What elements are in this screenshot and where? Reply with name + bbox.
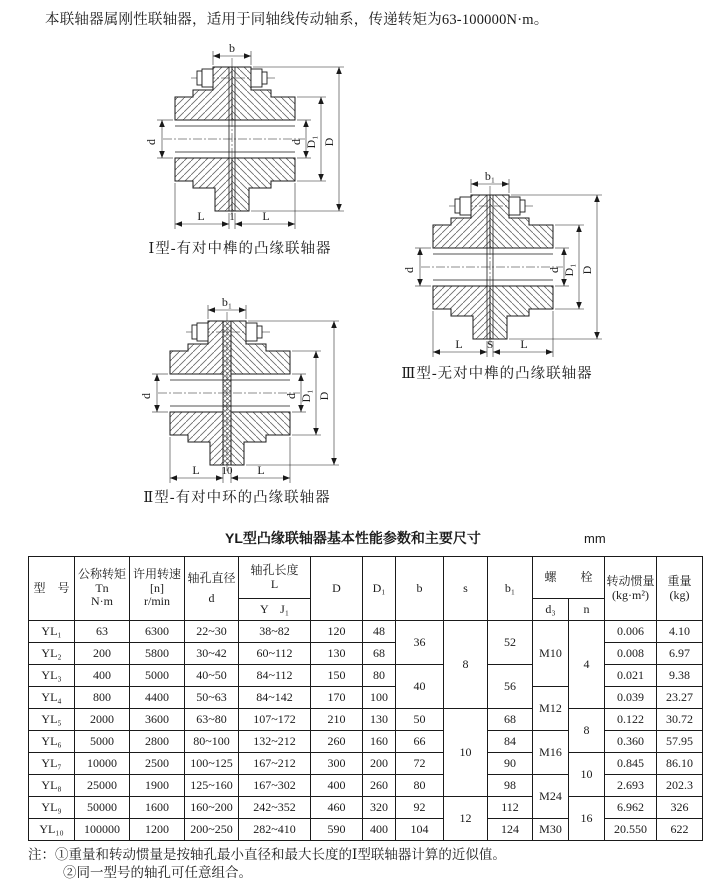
cell-torque: 800 xyxy=(75,687,130,709)
cell-torque: 10000 xyxy=(75,753,130,775)
cell-speed: 5000 xyxy=(130,665,185,687)
cell-D: 400 xyxy=(311,775,363,797)
header-b: b xyxy=(396,557,444,621)
cell-bore-l: 282~410 xyxy=(239,819,311,841)
table-row xyxy=(29,709,703,731)
cell-bore-d: 22~30 xyxy=(185,621,239,643)
dim-label-d-right: d xyxy=(547,267,561,273)
cell-bore-l: 38~82 xyxy=(239,621,311,643)
parameters-table xyxy=(28,556,703,841)
cell-weight: 23.27 xyxy=(657,687,703,709)
cell-speed: 1900 xyxy=(130,775,185,797)
cell-weight: 202.3 xyxy=(657,775,703,797)
header-bore-length-sub: Y J₁ xyxy=(239,599,311,621)
table-row xyxy=(29,621,703,643)
cell-b1: 98 xyxy=(488,775,533,797)
cell-D: 260 xyxy=(311,731,363,753)
cell-bore-d: 100~125 xyxy=(185,753,239,775)
cell-model: YL₉ xyxy=(29,797,75,819)
cell-model: YL₈ xyxy=(29,775,75,797)
cell-inertia: 0.845 xyxy=(605,753,657,775)
cell-bolt-n: 10 xyxy=(569,753,605,797)
cell-speed: 6300 xyxy=(130,621,185,643)
cell-weight: 30.72 xyxy=(657,709,703,731)
cell-D1: 400 xyxy=(363,819,396,841)
cell-bolt-n: 16 xyxy=(569,797,605,841)
cell-D1: 130 xyxy=(363,709,396,731)
header-bore-length: 轴孔长度 L xyxy=(239,557,311,599)
diagram-caption-type-3: Ⅲ型-无对中榫的凸缘联轴器 xyxy=(401,366,593,382)
header-torque: 公称转矩 Tn N·m xyxy=(75,557,130,621)
dim-label-l-left: L xyxy=(192,463,200,477)
table-unit-label: mm xyxy=(584,531,606,546)
cell-bore-d: 40~50 xyxy=(185,665,239,687)
cell-torque: 400 xyxy=(75,665,130,687)
cell-D: 130 xyxy=(311,643,363,665)
cell-b: 50 xyxy=(396,709,444,731)
dim-label-d-left: d xyxy=(144,139,158,145)
cell-bolt-n: 4 xyxy=(569,621,605,709)
coupling-diagram-type-1 xyxy=(135,42,385,238)
dim-label-d1: D₁ xyxy=(304,135,318,149)
cell-bolt-n: 8 xyxy=(569,709,605,753)
coupling-svg-type-2 xyxy=(130,296,380,492)
cell-b1: 124 xyxy=(488,819,533,841)
cell-bolt-d3: M12 xyxy=(533,687,569,731)
header-bolt: 螺 栓 xyxy=(533,557,605,599)
dim-label-b: b xyxy=(229,42,235,55)
cell-bore-l: 107~172 xyxy=(239,709,311,731)
cell-D: 150 xyxy=(311,665,363,687)
cell-b1: 56 xyxy=(488,665,533,709)
cell-weight: 4.10 xyxy=(657,621,703,643)
cell-bore-l: 132~212 xyxy=(239,731,311,753)
cell-bore-d: 160~200 xyxy=(185,797,239,819)
dim-label-d1: D₁ xyxy=(299,389,313,403)
cell-b: 92 xyxy=(396,797,444,819)
cell-bore-d: 50~63 xyxy=(185,687,239,709)
cell-speed: 3600 xyxy=(130,709,185,731)
dim-label-l-right: L xyxy=(520,337,528,351)
cell-bore-d: 80~100 xyxy=(185,731,239,753)
cell-inertia: 0.039 xyxy=(605,687,657,709)
cell-bore-d: 63~80 xyxy=(185,709,239,731)
cell-model: YL₅ xyxy=(29,709,75,731)
cell-D: 590 xyxy=(311,819,363,841)
cell-bore-l: 84~142 xyxy=(239,687,311,709)
diagram-caption-type-2: Ⅱ型-有对中环的凸缘联轴器 xyxy=(143,490,331,506)
cell-bolt-d3: M24 xyxy=(533,775,569,819)
cell-torque: 100000 xyxy=(75,819,130,841)
cell-inertia: 0.360 xyxy=(605,731,657,753)
header-D1: D₁ xyxy=(363,557,396,621)
cell-D1: 48 xyxy=(363,621,396,643)
dim-label-l-right: L xyxy=(257,463,265,477)
cell-b: 66 xyxy=(396,731,444,753)
cell-b: 104 xyxy=(396,819,444,841)
cell-D: 120 xyxy=(311,621,363,643)
cell-weight: 622 xyxy=(657,819,703,841)
note-line-2: ②同一型号的轴孔可任意组合。 xyxy=(63,865,252,879)
cell-model: YL₁ xyxy=(29,621,75,643)
cell-weight: 326 xyxy=(657,797,703,819)
cell-b: 80 xyxy=(396,775,444,797)
cell-b: 36 xyxy=(396,621,444,665)
cell-inertia: 6.962 xyxy=(605,797,657,819)
dim-label-d-left: d xyxy=(139,393,153,399)
cell-s: 10 xyxy=(444,709,488,797)
cell-inertia: 0.021 xyxy=(605,665,657,687)
cell-D1: 200 xyxy=(363,753,396,775)
cell-D1: 160 xyxy=(363,731,396,753)
header-model: 型 号 xyxy=(29,557,75,621)
cell-bore-d: 30~42 xyxy=(185,643,239,665)
cell-weight: 9.38 xyxy=(657,665,703,687)
cell-speed: 1600 xyxy=(130,797,185,819)
header-bolt-n: n xyxy=(569,599,605,621)
cell-model: YL₂ xyxy=(29,643,75,665)
dim-label-b1: b₁ xyxy=(221,296,233,309)
header-bolt-d3: d₃ xyxy=(533,599,569,621)
coupling-svg-type-3 xyxy=(393,170,643,366)
cell-bore-l: 167~302 xyxy=(239,775,311,797)
coupling-diagram-type-2 xyxy=(130,296,380,492)
header-speed: 许用转速 [n] r/min xyxy=(130,557,185,621)
dim-label-d-left: d xyxy=(402,267,416,273)
table-title: YL型凸缘联轴器基本性能参数和主要尺寸 xyxy=(225,530,481,546)
cell-D1: 80 xyxy=(363,665,396,687)
cell-model: YL₄ xyxy=(29,687,75,709)
cell-bolt-d3: M16 xyxy=(533,731,569,775)
cell-bore-l: 242~352 xyxy=(239,797,311,819)
cell-bolt-d3: M30 xyxy=(533,819,569,841)
cell-torque: 63 xyxy=(75,621,130,643)
cell-D: 460 xyxy=(311,797,363,819)
table-row xyxy=(29,753,703,775)
cell-bore-l: 60~112 xyxy=(239,643,311,665)
cell-model: YL₁₀ xyxy=(29,819,75,841)
cell-inertia: 0.008 xyxy=(605,643,657,665)
cell-inertia: 2.693 xyxy=(605,775,657,797)
cell-b1: 52 xyxy=(488,621,533,665)
cell-speed: 4400 xyxy=(130,687,185,709)
header-s: s xyxy=(444,557,488,621)
header-D: D xyxy=(311,557,363,621)
cell-D: 210 xyxy=(311,709,363,731)
cell-s: 8 xyxy=(444,621,488,709)
dim-label-mid: 1 xyxy=(229,211,235,223)
diagram-caption-type-1: Ⅰ型-有对中榫的凸缘联轴器 xyxy=(148,241,332,257)
cell-bolt-d3: M10 xyxy=(533,621,569,687)
cell-D: 170 xyxy=(311,687,363,709)
dim-label-d1: D₁ xyxy=(562,263,576,277)
cell-D: 300 xyxy=(311,753,363,775)
dim-label-ring-width: 10 xyxy=(221,465,233,477)
cell-b1: 112 xyxy=(488,797,533,819)
cell-b1: 84 xyxy=(488,731,533,753)
cell-torque: 50000 xyxy=(75,797,130,819)
cell-inertia: 0.122 xyxy=(605,709,657,731)
cell-torque: 2000 xyxy=(75,709,130,731)
header-weight: 重量 (kg) xyxy=(657,557,703,621)
dim-label-d-right: d xyxy=(289,139,303,145)
cell-bore-l: 84~112 xyxy=(239,665,311,687)
dim-label-b1: b₁ xyxy=(484,170,496,183)
dim-label-d-right: d xyxy=(284,393,298,399)
dim-label-l-left: L xyxy=(455,337,463,351)
cell-speed: 2800 xyxy=(130,731,185,753)
cell-speed: 1200 xyxy=(130,819,185,841)
dim-label-capital-d: D xyxy=(580,265,594,275)
dim-label-l-left: L xyxy=(197,209,205,223)
cell-speed: 5800 xyxy=(130,643,185,665)
cell-model: YL₇ xyxy=(29,753,75,775)
cell-model: YL₃ xyxy=(29,665,75,687)
header-inertia: 转动惯量 (kg·m²) xyxy=(605,557,657,621)
header-bore-diameter: 轴孔直径 d xyxy=(185,557,239,621)
cell-bore-d: 125~160 xyxy=(185,775,239,797)
cell-D1: 260 xyxy=(363,775,396,797)
cell-torque: 5000 xyxy=(75,731,130,753)
cell-inertia: 20.550 xyxy=(605,819,657,841)
note-line-1: 注：①重量和转动惯量是按轴孔最小直径和最大长度的Ⅰ型联轴器计算的近似值。 xyxy=(28,847,506,862)
intro-text: 本联轴器属刚性联轴器，适用于同轴线传动轴系，传递转矩为63-100000N·m。 xyxy=(45,12,549,28)
cell-weight: 86.10 xyxy=(657,753,703,775)
cell-b: 40 xyxy=(396,665,444,709)
table-row xyxy=(29,797,703,819)
cell-s: 12 xyxy=(444,797,488,841)
cell-bore-d: 200~250 xyxy=(185,819,239,841)
cell-model: YL₆ xyxy=(29,731,75,753)
cell-D1: 100 xyxy=(363,687,396,709)
cell-b1: 68 xyxy=(488,709,533,731)
cell-inertia: 0.006 xyxy=(605,621,657,643)
cell-torque: 25000 xyxy=(75,775,130,797)
cell-weight: 6.97 xyxy=(657,643,703,665)
cell-torque: 200 xyxy=(75,643,130,665)
dim-label-l-right: L xyxy=(262,209,270,223)
cell-D1: 320 xyxy=(363,797,396,819)
dim-label-capital-d: D xyxy=(322,137,336,147)
cell-speed: 2500 xyxy=(130,753,185,775)
coupling-diagram-type-3 xyxy=(393,170,643,366)
dim-label-capital-d: D xyxy=(317,391,331,401)
cell-weight: 57.95 xyxy=(657,731,703,753)
cell-b1: 90 xyxy=(488,753,533,775)
header-b1: b₁ xyxy=(488,557,533,621)
cell-b: 72 xyxy=(396,753,444,775)
coupling-svg-type-1 xyxy=(135,42,385,238)
cell-D1: 68 xyxy=(363,643,396,665)
cell-bore-l: 167~212 xyxy=(239,753,311,775)
dim-label-s: S xyxy=(486,339,494,351)
